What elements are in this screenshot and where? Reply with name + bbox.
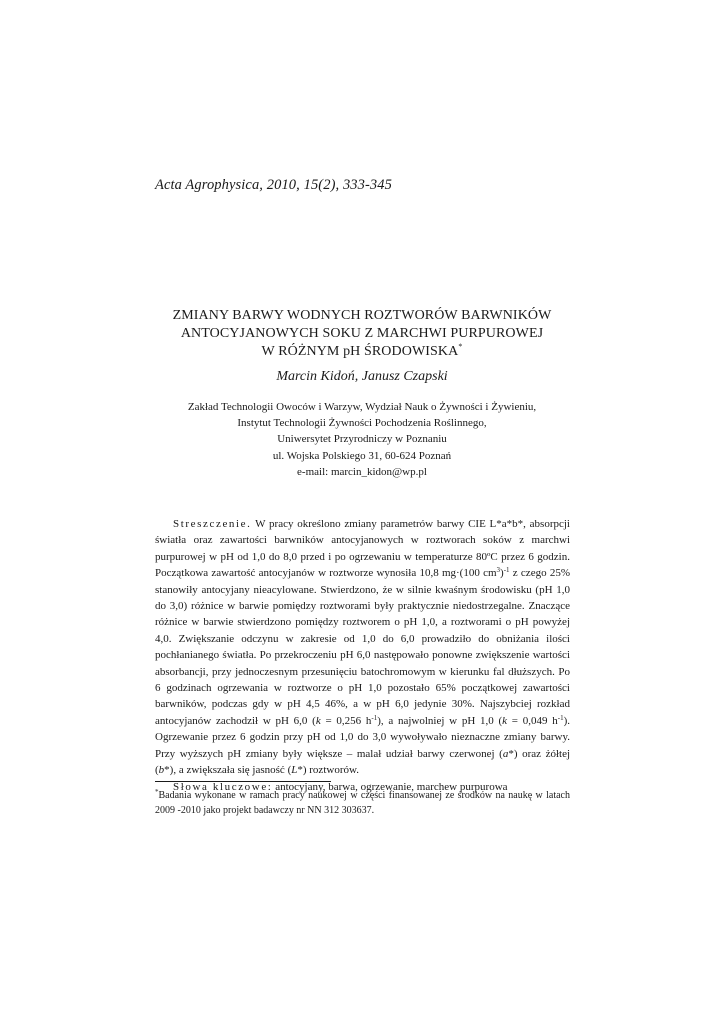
- keywords-text: antocyjany, barwa, ogrzewanie, marchew purpurowa: [272, 780, 508, 793]
- abstract-text: ), a najwolniej w pH 1,0 (: [377, 714, 503, 727]
- abstract-text: = 0,256 h: [320, 714, 372, 727]
- affiliation-line-3: Uniwersytet Przyrodniczy w Poznaniu: [277, 433, 447, 446]
- article-title: [150, 307, 574, 361]
- affiliation-line-2: Instytut Technologii Żywności Pochodzenia Roślinnego,: [237, 417, 487, 430]
- superscript: -1: [503, 566, 510, 575]
- affiliation-line-4: ul. Wojska Polskiego 31, 60-624 Poznań: [272, 449, 452, 462]
- abstract-paragraph: [155, 516, 570, 779]
- abstract-text: ): [500, 567, 504, 580]
- abstract-text: *) roztworów.: [297, 764, 359, 777]
- abstract-text: ). Ogrzewanie przez 6 godzin przy pH od 1,0 do 3,0 wywoływało nieznaczne zmiany barwy. Przy wyższych pH zmiany były większe – malał udział barwy czerwonej (: [155, 714, 570, 760]
- footnote-mark: *: [155, 788, 159, 796]
- rate-constant-symbol: k: [502, 714, 508, 727]
- authors: Marcin Kidoń, Janusz Czapski: [276, 369, 448, 384]
- title-line-3-text: W RÓŻNYM pH ŚRODOWISKA: [261, 344, 459, 359]
- affiliation-email: e-mail: marcin_kidon@wp.pl: [297, 465, 427, 478]
- keywords-label: Słowa kluczowe:: [173, 780, 273, 793]
- footnote-divider: [155, 781, 331, 782]
- abstract-text: = 0,049 h: [507, 714, 558, 727]
- footnote-text: Badania wykonane w ramach pracy naukowej w części finansowanej ze środków na naukę w latach 2009 -2010 jako projekt badawczy nr NN 312 303637.: [155, 790, 570, 816]
- title-line-3: [150, 343, 574, 361]
- affiliation-line-1: Zakład Technologii Owoców i Warzyw, Wydział Nauk o Żywności i Żywieniu,: [187, 401, 537, 413]
- abstract-text: *), a zwiększała się jasność (: [164, 764, 292, 777]
- title-line-1: ZMIANY BARWY WODNYCH ROZTWORÓW BARWNIKÓW: [172, 308, 552, 323]
- title-line-2: ANTOCYJANOWYCH SOKU Z MARCHWI PURPUROWEJ: [180, 326, 544, 341]
- color-parameter-symbol: b: [158, 764, 165, 777]
- title-footnote-mark: *: [458, 342, 463, 351]
- superscript: 3: [496, 566, 501, 575]
- color-parameter-symbol: a: [502, 747, 509, 760]
- abstract-text: *) oraz żółtej (: [155, 747, 571, 777]
- superscript: -1: [371, 713, 378, 722]
- superscript: -1: [557, 713, 564, 722]
- abstract-label: Streszczenie.: [173, 518, 252, 530]
- abstract-text: z czego 25% stanowiły antocyjany nieacylowane. Stwierdzono, że w silnie kwaśnym środowisku (pH 1,0 do 3,0) różnice w barwie pomiędzy roztworami były praktycznie niedostrzegalne. Znaczące różnice w barwie stwierdzono pomiędzy roztworem o pH 1,0, a roztworami o pH powyżej 4,0. Zwiększanie odczynu w zakresie od 1,0 do 6,0 prowadziło do obniżania ilości pochłanianego światła. Po przekroczeniu pH 6,0 następowało ponowne zwiększenie wartości absorbancji, przy jednoczesnym przesunięciu batochromowym w kierunku fal dłuższych. Po 6 godzinach ogrzewania w roztworze o pH 1,0 pozostało 65% początkowej zawartości barwników, podczas gdy w pH 4,5 46%, a w pH 6,0 jedynie 30%. Najszybciej rozkład antocyjanów zachodził w pH 6,0 (: [155, 567, 570, 727]
- color-parameter-symbol: L: [291, 764, 298, 777]
- abstract-text: W pracy określono zmiany parametrów barwy CIE L*a*b*, absorpcji światła oraz zawartości barwników antocyjanowych w roztworach soków z marchwi purpurowej w pH od 1,0 do 8,0 przed i po ogrzewaniu w temperaturze 80ºC przez 6 godzin. Początkowa zawartość antocyjanów w roztworze wynosiła 10,8 mg·(100 cm: [155, 518, 570, 580]
- footnote: [155, 789, 570, 818]
- journal-citation: Acta Agrophysica, 2010, 15(2), 333-345: [155, 177, 392, 193]
- affiliation: [150, 399, 574, 480]
- abstract: [155, 516, 570, 795]
- rate-constant-symbol: k: [315, 714, 321, 727]
